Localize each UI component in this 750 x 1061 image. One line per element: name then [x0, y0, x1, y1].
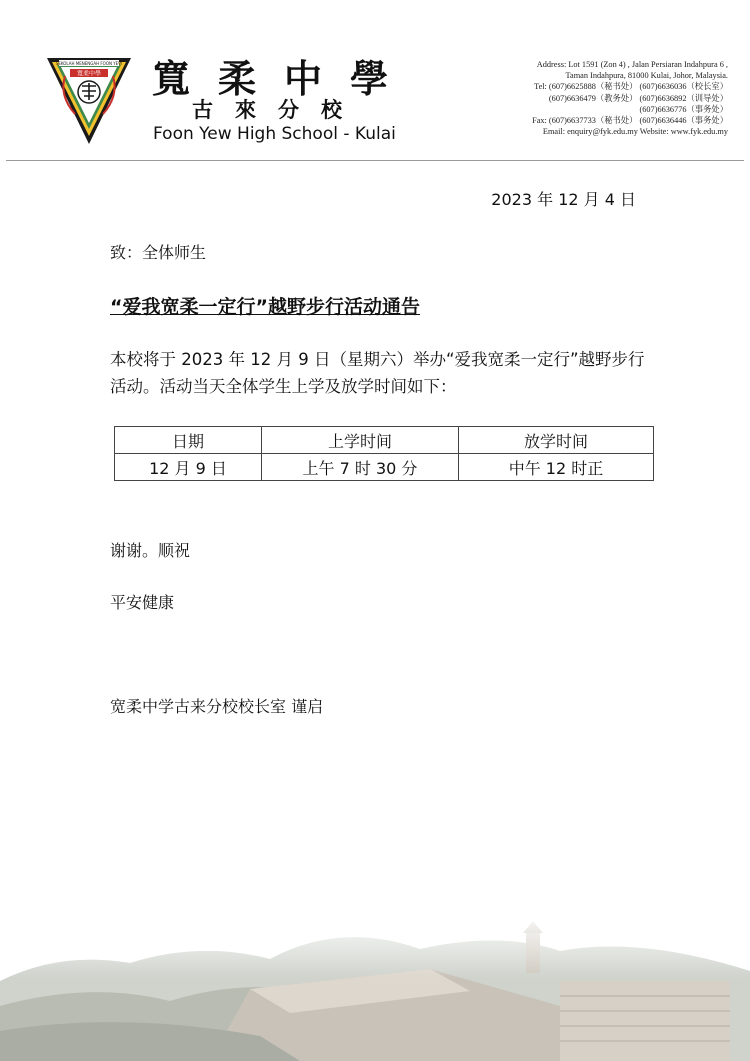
- address-line-2: Taman Indahpura, 81000 Kulai, Johor, Malaysia.: [565, 71, 728, 81]
- tel-line-1: Tel: (607)6625888（秘书处） (607)6636036（校长室）: [534, 82, 728, 92]
- crest-top-text: SEKOLAH MENENGAH FOON YEW: [55, 61, 123, 66]
- recipient-line: 致：全体师生: [110, 243, 207, 262]
- cell-date: 12 月 9 日: [115, 454, 262, 481]
- header-divider: [6, 160, 744, 161]
- schedule-table: [114, 426, 654, 481]
- school-crest-icon: [45, 56, 133, 146]
- school-name-en: Foon Yew High School - Kulai: [153, 124, 396, 144]
- fax-line: Fax: (607)6637733（秘书处） (607)6636446（事务处）: [532, 116, 728, 126]
- cell-school-start: 上午 7 时 30 分: [262, 454, 459, 481]
- cell-school-end: 中午 12 时正: [459, 454, 654, 481]
- email-website-line: Email: enquiry@fyk.edu.my Website: www.fyk.edu.my: [542, 127, 728, 137]
- school-name-cn: 寬柔中學: [152, 56, 417, 101]
- crest-cn-text: 寬柔中學: [76, 70, 102, 78]
- notice-paragraph: 本校将于 2023 年 12 月 9 日（星期六）举办“爱我宽柔一定行”越野步行活动。活动当天全体学生上学及放学时间如下：: [110, 350, 645, 396]
- address-line-1: Address: Lot 1591 (Zon 4) , Jalan Persiaran Indahpura 6 ,: [536, 60, 728, 69]
- notice-title: “爱我宽柔一定行”越野步行活动通告: [110, 296, 420, 318]
- schedule-header-row: [115, 427, 654, 454]
- tel-line-2: (607)6636479（教务处） (607)6636892（训导处）: [548, 93, 728, 103]
- header-school-start: 上学时间: [262, 427, 459, 454]
- header-date: 日期: [115, 427, 262, 454]
- letter-date: 2023 年 12 月 4 日: [491, 190, 636, 209]
- table-row: [115, 454, 654, 481]
- header-school-end: 放学时间: [459, 427, 654, 454]
- closing-blessing: 平安健康: [110, 593, 175, 612]
- tel-line-3: (607)6636776（事务处）: [639, 104, 728, 114]
- campus-watermark-image: [0, 911, 750, 1061]
- signature-line: 宽柔中学古来分校校长室 谨启: [110, 697, 324, 716]
- branch-name-cn: 古來分校: [192, 97, 364, 122]
- contact-block: [428, 59, 728, 137]
- closing-thanks: 谢谢。顺祝: [110, 541, 191, 560]
